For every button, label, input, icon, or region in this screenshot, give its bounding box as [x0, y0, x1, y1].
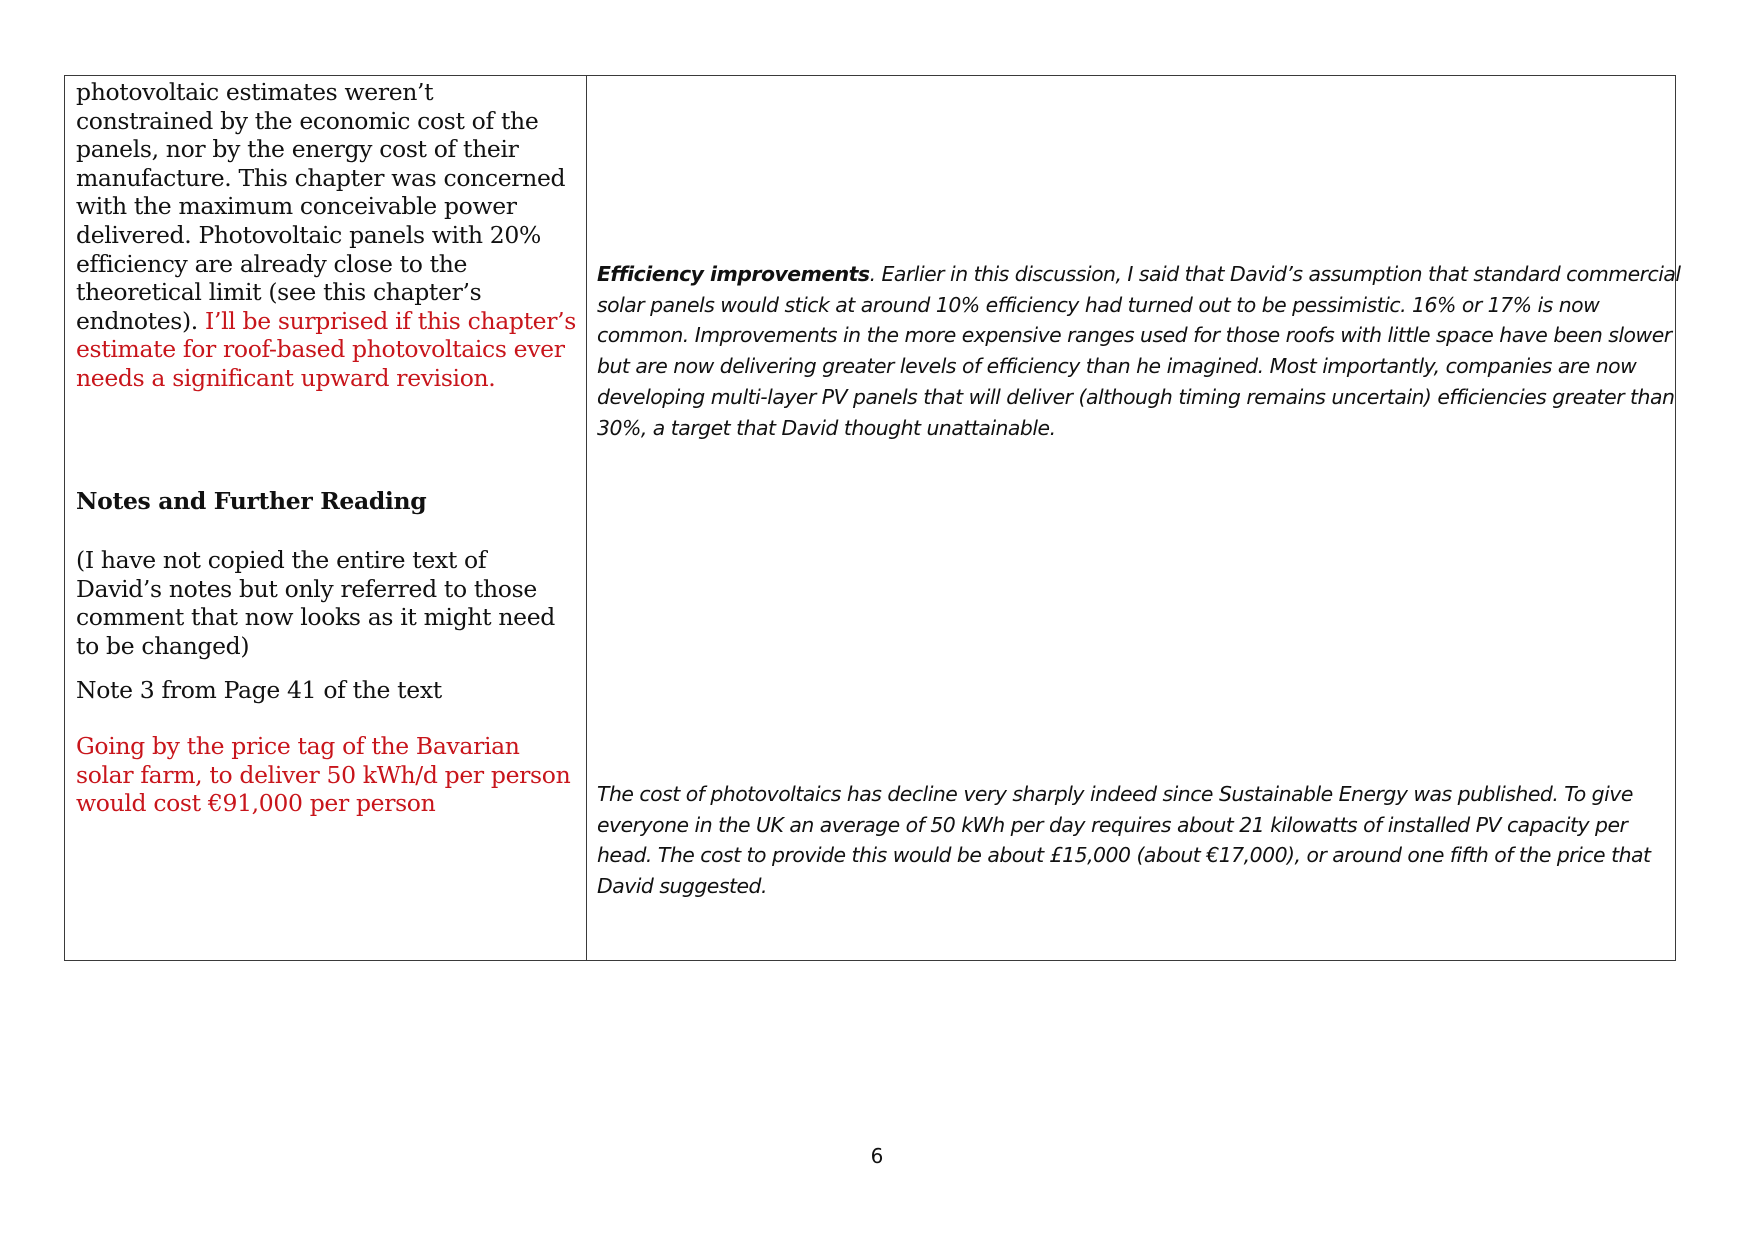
original-paragraph [76, 78, 576, 393]
cost-comment: The cost of photovoltaics has decline very sharply indeed since Sustainable Energy was published. To give everyone in the UK an average of 50 kWh per day requires about 21 kilowatts of installed PV capacity per head. The cost to provide this would be about £15,000 (about €17,000), or around one fifth of the price that David suggested. [597, 782, 1651, 899]
original-paragraph-text: photovoltaic estimates weren’t constrained by the economic cost of the panels, nor by the energy cost of their manufacture. This chapter was concerned with the maximum conceivable power delivered. Photovoltaic panels with 20% efficiency are already close to the theoretical limit (see this chapter’s endnotes). [76, 78, 566, 335]
notes-intro: (I have not copied the entire text of David’s notes but only referred to those comment that now looks as it might need to be changed) [76, 546, 555, 660]
efficiency-title: Efficiency improvements [597, 262, 870, 286]
page-number: 6 [870, 1144, 884, 1168]
commentary-table [64, 75, 1681, 961]
efficiency-comment [597, 259, 1682, 443]
highlighted-note-quote: Going by the price tag of the Bavarian solar farm, to deliver 50 kWh/d per person would cost €91,000 per person [76, 732, 571, 818]
note-reference: Note 3 from Page 41 of the text [76, 676, 442, 704]
commentary-column [587, 76, 1681, 960]
notes-heading: Notes and Further Reading [76, 487, 427, 515]
original-text-column [65, 76, 587, 960]
efficiency-body: . Earlier in this discussion, I said that David’s assumption that standard commercial solar panels would stick at around 10% efficiency had turned out to be pessimistic. 16% or 17% is now common. Improvements in the more expensive ranges used for those roofs with little space have been slower but are now delivering greater levels of efficiency than he imagined. Most importantly, companies are now developing multi-layer PV panels that will deliver (although timing remains uncertain) efficiencies greater than 30%, a target that David thought unattainable. [597, 262, 1681, 440]
highlighted-original-text: I’ll be surprised if this chapter’s estimate for roof-based photovoltaics ever needs a significant upward revision. [76, 306, 576, 392]
